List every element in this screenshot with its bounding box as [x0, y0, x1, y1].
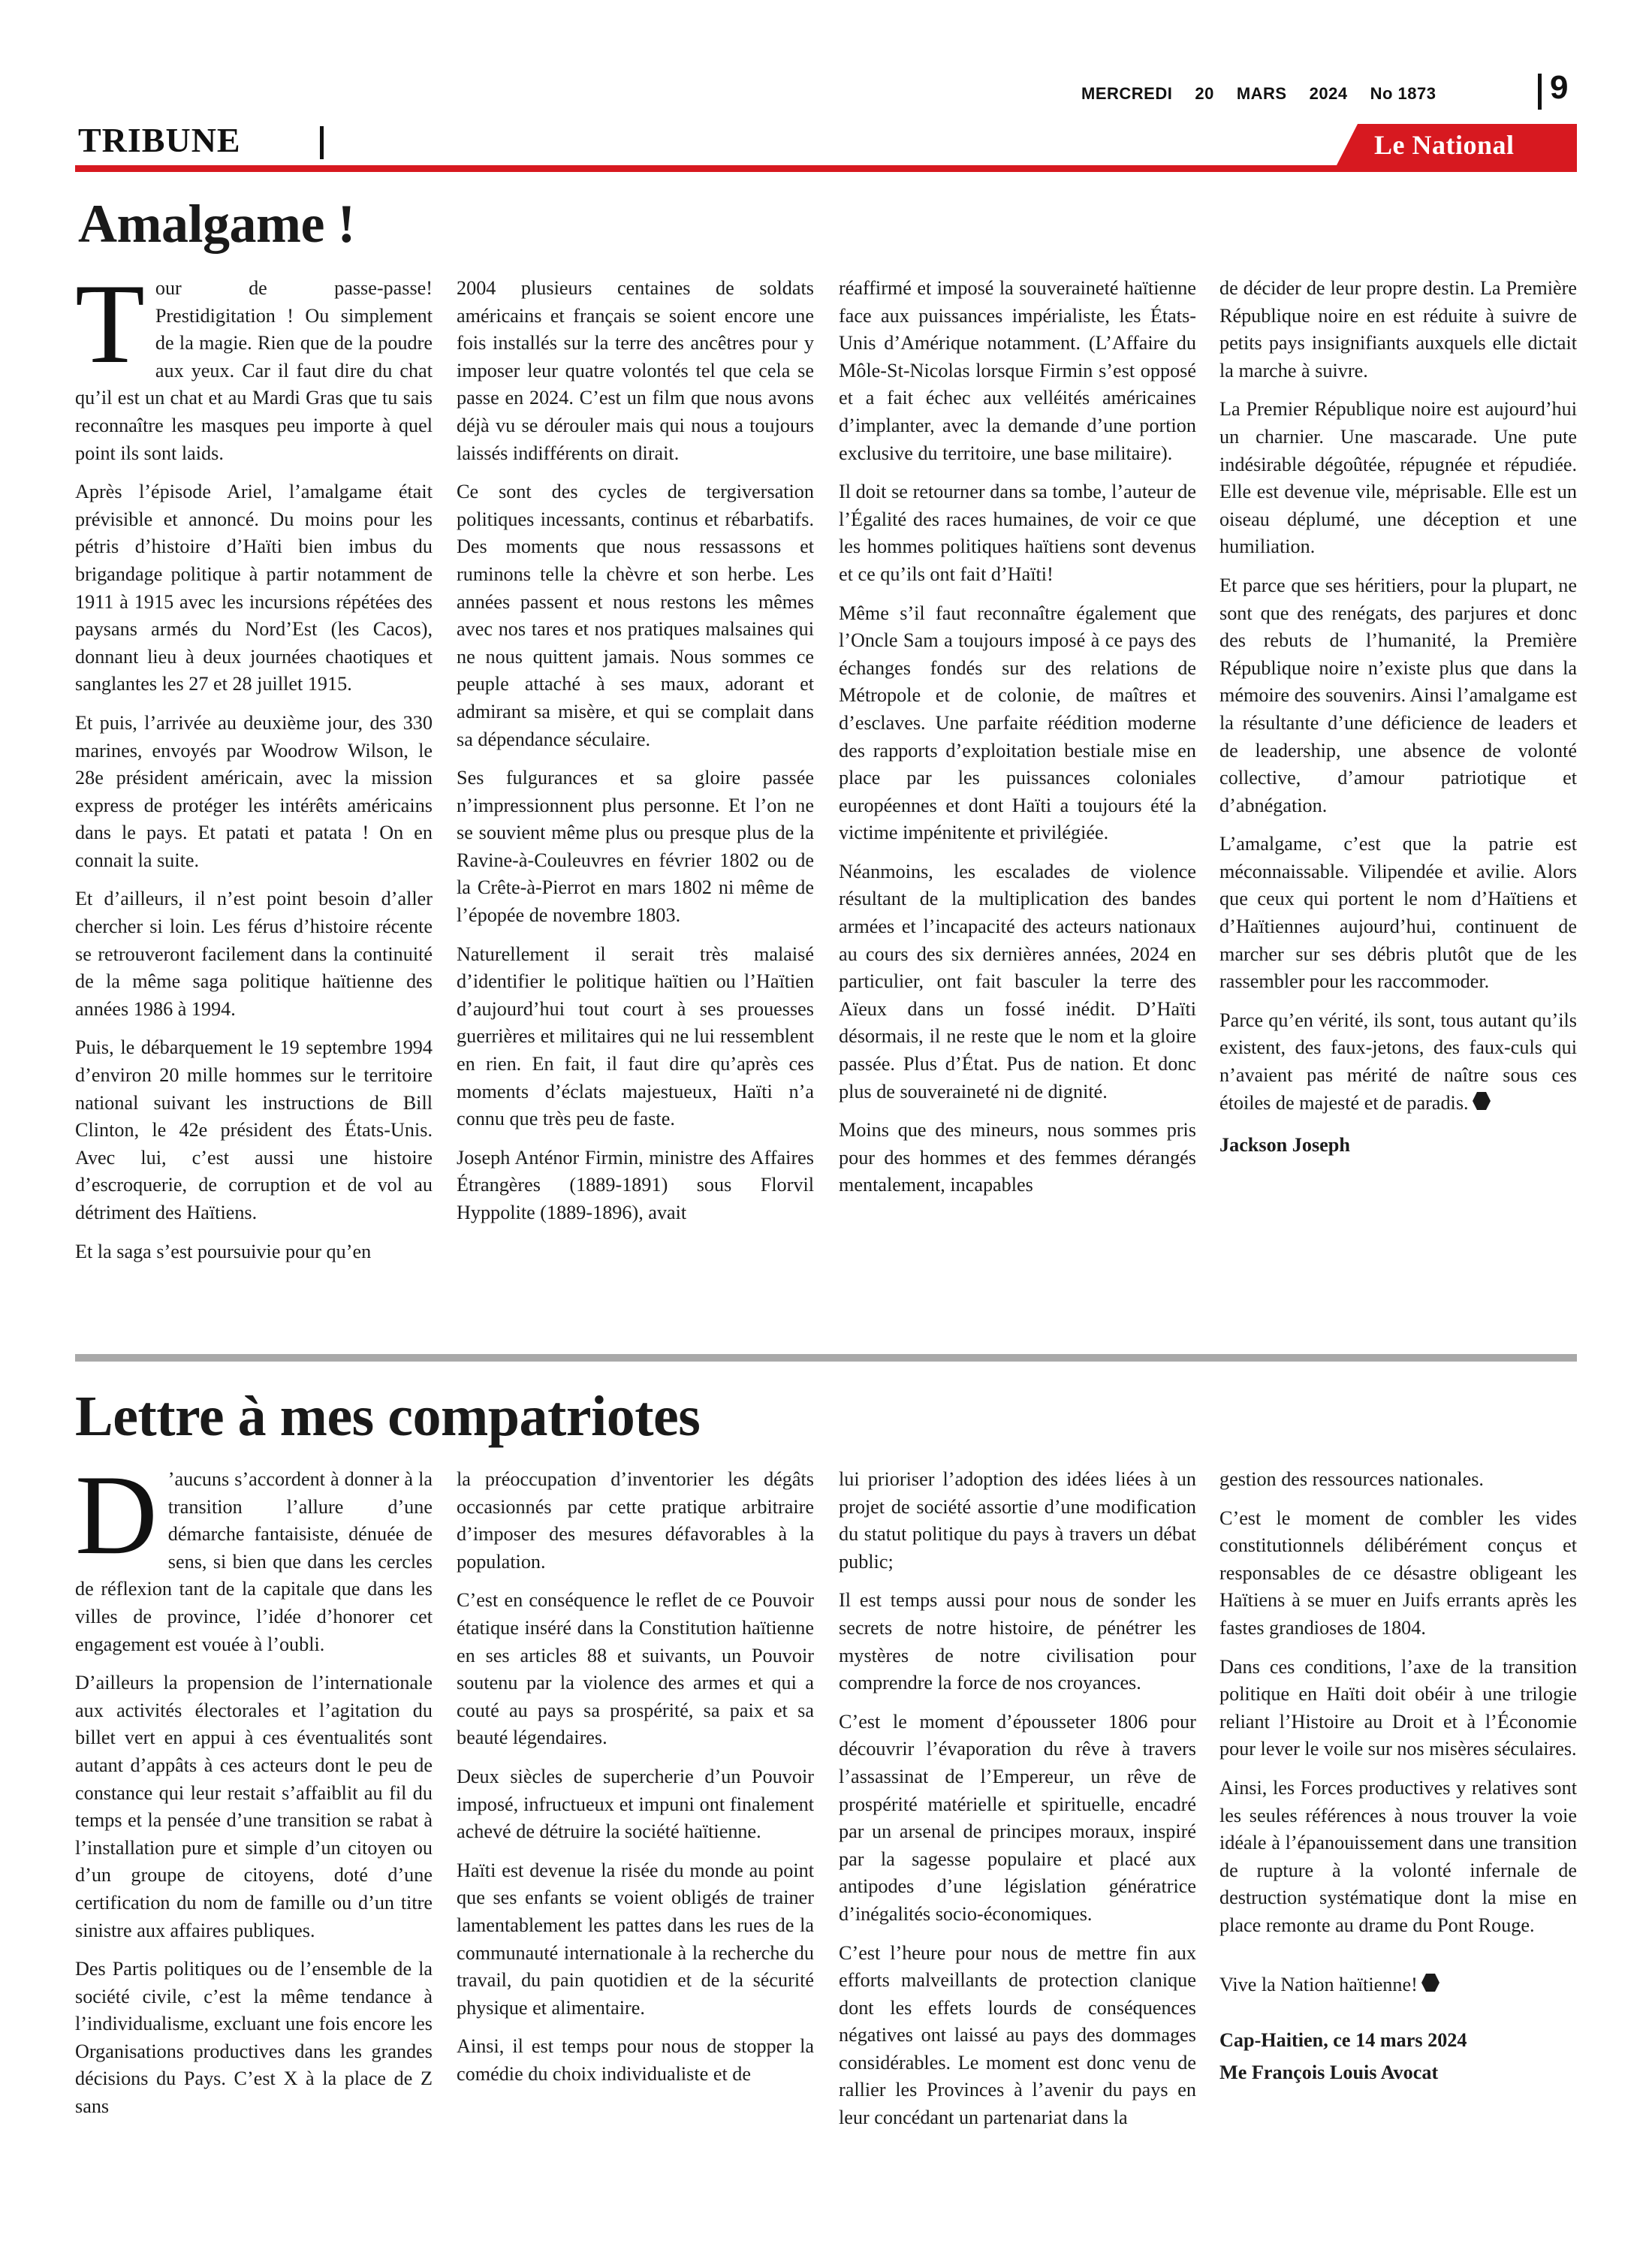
masthead-name: Le National	[1374, 130, 1515, 160]
paragraph: Et d’ailleurs, il n’est point besoin d’aller chercher si loin. Les férus d’histoire récente se retrouveront facilement dans la continuité de la même saga politique haïtienne des années 1986 à 1994.	[75, 888, 433, 1020]
paragraph: lui prioriser l’adoption des idées liées à un projet de société assortie d’une modification du statut politique du pays à travers un débat public;	[839, 1468, 1196, 1573]
article-column	[839, 275, 1196, 1199]
article-column	[1219, 275, 1577, 1171]
paragraph: C’est en conséquence le reflet de ce Pouvoir étatique inséré dans la Constitution haïtienne en ses articles 88 et suivants, un Pouvoir soutenu par la violence des armes et qui a couté au pays sa prospérité, sa paix et sa beauté légendaires.	[457, 1589, 814, 1749]
paragraph-text: Parce qu’en vérité, ils sont, tous autant qu’ils existent, des faux-jetons, des faux-culs qui n’avaient pas mérité de naître sous ces étoiles de majesté et de paradis.	[1219, 1009, 1577, 1114]
author-byline: Me François Louis Avocat	[1219, 2061, 1439, 2083]
paragraph: Joseph Anténor Firmin, ministre des Affaires Étrangères (1889-1891) sous Florvil Hyppolite (1889-1896), avait	[457, 1146, 814, 1223]
paragraph: C’est l’heure pour nous de mettre fin aux efforts malveillants de protection clanique dont les effets lourds de conséquences négatives ont laissé au pays des dommages considérables. Le moment est donc venu de rallier les Provinces à l’avenir du pays en leur concédant un partenariat dans la	[839, 1941, 1196, 2129]
article-title: Amalgame !	[78, 194, 355, 254]
article-column	[457, 275, 814, 1227]
place-date: Cap-Haitien, ce 14 mars 2024	[1219, 2029, 1467, 2052]
paragraph: 2004 plusieurs centaines de soldats américains et français se soient encore une fois installés sur la terre des ancêtres pour y imposer leur quatre volontés tel que cela se passe en 2024. C’est un film que nous avons déjà vu se dérouler mais qui nous a toujours laissés indifférents on dirait.	[457, 277, 814, 464]
closing-line	[1219, 1971, 1577, 1999]
paragraph	[1219, 1007, 1577, 1117]
header-rule	[75, 165, 1577, 172]
page-number-divider	[1538, 74, 1542, 110]
date-month: MARS	[1236, 84, 1287, 103]
page-number: 9	[1550, 69, 1569, 106]
paragraph: Ainsi, les Forces productives y relatives sont les seules références à nous trouver la voie idéale à l’épanouissement dans une transition de rupture à la volonté infernale de destruction systématique dont la mise en place remonte au drame du Pont Rouge.	[1219, 1776, 1577, 1936]
date-year: 2024	[1309, 84, 1348, 103]
article-column	[457, 1466, 814, 2088]
article-title: Lettre à mes compatriotes	[75, 1385, 701, 1448]
paragraph: our de passe-passe! Prestidigitation ! Ou simplement de la magie. Rien que de la poudre aux yeux. Car il faut dire du chat qu’il est un chat et au Mardi Gras que tu sais reconnaître les masques peu importe à quel point ils sont laids.	[75, 277, 433, 464]
paragraph: gestion des ressources nationales.	[1219, 1468, 1484, 1490]
issue-number: No 1873	[1370, 84, 1436, 103]
paragraph: la préoccupation d’inventorier les dégâts occasionnés par cette pratique arbitraire d’imposer des mesures défavorables à la population.	[457, 1468, 814, 1573]
paragraph: Ce sont des cycles de tergiversation politiques incessants, continus et rébarbatifs. Des moments que nous ressassons et ruminons telle la chèvre et son herbe. Les années passent et nous restons les mêmes avec nos tares et nos pratiques malsaines qui ne nous quittent jamais. Nous sommes ce peuple attaché à ses maux, adorant et admirant sa misère, et qui se complait dans sa dépendance séculaire.	[457, 481, 814, 750]
section-label: TRIBUNE	[78, 121, 241, 159]
paragraph: Il est temps aussi pour nous de sonder les secrets de notre histoire, de pénétrer les mystères de notre civilisation pour comprendre la force de nos croyances.	[839, 1589, 1196, 1694]
paragraph: Et parce que ses héritiers, pour la plupart, ne sont que des renégats, des parjures et donc des rebuts de l’humanité, la Première République noire n’existe plus que dans la mémoire des souvenirs. Ainsi l’amalgame est la résultante d’une déficience de leaders et de leadership, une absence de volonté collective, d’amour patriotique et d’abnégation.	[1219, 574, 1577, 816]
section-divider	[320, 126, 324, 159]
paragraph: C’est le moment d’épousseter 1806 pour découvrir l’évaporation du rêve à travers l’assassinat de l’Empereur, un rêve de prospérité matérielle et spirituelle, encadré par un arsenal de principes moraux, inspiré par la sagesse populaire et placé aux antipodes d’une législation génératrice d’inégalités socio-économiques.	[839, 1710, 1196, 1925]
drop-cap: D	[75, 1452, 158, 1578]
paragraph: Puis, le débarquement le 19 septembre 1994 d’environ 20 mille hommes sur le territoire national suivant les instructions de Bill Clinton, le 42e président des États-Unis. Avec lui, c’est aussi une histoire d’escroquerie, de corruption et de vol au détriment des Haïtiens.	[75, 1036, 433, 1223]
paragraph: Néanmoins, les escalades de violence résultant de la multiplication des bandes armées et l’incapacité des acteurs nationaux au cours des six dernières années, 2024 en particulier, ont fait basculer la terre des Aïeux dans un fossé inédit. D’Haïti désormais, il ne reste que le nom et la gloire passée. Plus d’État. Pus de nation. Et donc plus de souveraineté ni de dignité.	[839, 860, 1196, 1102]
paragraph: Après l’épisode Ariel, l’amalgame était prévisible et annoncé. Du moins pour les pétris d’histoire d’Haïti bien imbus du brigandage politique à partir notamment de 1911 à 1915 avec les incursions répétées des paysans armés du Nord’Est (les Cacos), donnant lieu à deux journées chaotiques et sanglantes les 27 et 28 juillet 1915.	[75, 481, 433, 695]
article-column	[1219, 1466, 1577, 2098]
date-day: MERCREDI	[1081, 84, 1173, 103]
end-mark-icon	[1472, 1091, 1491, 1111]
paragraph: ’aucuns s’accordent à donner à la transition l’allure d’une démarche fantaisiste, dénuée de sens, si bien que dans les cercles de réflexion tant de la capitale que dans les villes de province, l’idée d’honorer cet engagement est vouée à l’oubli.	[75, 1468, 433, 1655]
paragraph: Ainsi, il est temps pour nous de stopper la comédie du choix individualiste et de	[457, 2035, 814, 2085]
end-mark-icon	[1421, 1973, 1440, 1992]
date-number: 20	[1195, 84, 1214, 103]
dateline	[1081, 84, 1458, 104]
article-column	[75, 261, 433, 1265]
paragraph: Dans ces conditions, l’axe de la transition politique en Haïti doit obéir à une trilogie reliant l’Histoire au Droit et à l’Économie pour lever le voile sur nos misères séculaires.	[1219, 1655, 1577, 1760]
closing-text: Vive la Nation haïtienne!	[1219, 1973, 1418, 1995]
paragraph: Et puis, l’arrivée au deuxième jour, des 330 marines, envoyés par Woodrow Wilson, le 28e président américain, avec la mission express de protéger les intérêts américains dans le pays. Et patati et patata ! On en connait la suite.	[75, 711, 433, 871]
paragraph: La Premier République noire est aujourd’hui un charnier. Une mascarade. Une pute indésirable dégoûtée, répugnée et répudiée. Elle est devenue vile, méprisable. Elle est un oiseau déplumé, une déception et une humiliation.	[1219, 398, 1577, 558]
paragraph: Naturellement il serait très malaisé d’identifier le politique haïtien ou l’Haïtien d’aujourd’hui tout court à ses prouesses guerrières et militaires qui ne lui ressemblent en rien. En fait, il faut dire qu’après ces moments d’éclats majestueux, Haïti n’a connu que très peu de faste.	[457, 943, 814, 1130]
paragraph: C’est le moment de combler les vides constitutionnels délibérément conçus et responsables de ce désastre obligeant les Haïtiens à se muer en Juifs errants après les fastes grandioses de 1804.	[1219, 1507, 1577, 1639]
article-column	[75, 1452, 433, 2121]
author-byline: Jackson Joseph	[1219, 1134, 1350, 1157]
paragraph: L’amalgame, c’est que la patrie est méconnaissable. Vilipendée et avilie. Alors que ceux qui portent le nom d’Haïtiens et d’Haïtiennes aujourd’hui, continuent de marcher sur ses débris plutôt que de les rassembler pour les raccommoder.	[1219, 833, 1577, 993]
paragraph: de décider de leur propre destin. La Première République noire en est réduite à suivre de petits pays insignifiants auxquels elle dictait la marche à suivre.	[1219, 277, 1577, 382]
paragraph: D’ailleurs la propension de l’internationale aux activités électorales et l’agitation du billet vert en appui à ces éventualités sont autant d’appâts à ces acteurs dont le peu de constance qui leur restait s’affaiblit au fil du temps et la pensée d’une transition se rabat à l’installation pure et simple d’un citoyen ou d’un groupe de citoyens, doté d’une certification du nom de famille ou d’un titre sinistre aux affaires publiques.	[75, 1672, 433, 1941]
paragraph: Il doit se retourner dans sa tombe, l’auteur de l’Égalité des races humaines, de voir ce que les hommes politiques haïtiens sont devenus et ce qu’ils ont fait d’Haïti!	[839, 481, 1196, 585]
paragraph: Ses fulgurances et sa gloire passée n’impressionnent plus personne. Et l’on ne se souvient même plus ou presque plus de la Ravine-à-Couleuvres en février 1802 ou de la Crête-à-Pierrot en mars 1802 ni même de l’épopée de novembre 1803.	[457, 767, 814, 927]
paragraph: Des Partis politiques ou de l’ensemble de la société civile, c’est la même tendance à l’individualisme, excluant une fois encore les Organisations productives dans les grandes décisions du Pays. C’est X à la place de Z sans	[75, 1958, 433, 2118]
drop-cap: T	[75, 261, 145, 387]
paragraph: Deux siècles de supercherie d’un Pouvoir imposé, infructueux et impuni ont finalement achevé de détruire la société haïtienne.	[457, 1765, 814, 1843]
article-separator	[75, 1354, 1577, 1362]
paragraph: Même s’il faut reconnaître également que l’Oncle Sam a toujours imposé à ce pays des échanges fondés sur des relations de Métropole et de colonie, de maîtres et d’esclaves. Une parfaite réédition moderne des rapports d’exploitation bestiale mise en place par les puissances coloniales européennes et dont Haïti a toujours été la victime impénitente et privilégiée.	[839, 602, 1196, 844]
paragraph: Et la saga s’est poursuivie pour qu’en	[75, 1240, 372, 1262]
article-column	[839, 1466, 1196, 2132]
paragraph: réaffirmé et imposé la souveraineté haïtienne face aux puissances impérialiste, les États-Unis d’Amérique notamment. (L’Affaire du Môle-St-Nicolas lorsque Firmin s’est opposé et a fait échec aux velléités américaines d’implanter, avec la demande d’une portion exclusive du territoire, une base militaire).	[839, 277, 1196, 464]
paragraph: Moins que des mineurs, nous sommes pris pour des hommes et des femmes dérangés mentalement, incapables	[839, 1119, 1196, 1196]
paragraph: Haïti est devenue la risée du monde au point que ses enfants se voient obligés de trainer lamentablement les pattes dans les rues de la communauté internationale à la recherche du travail, du pain quotidien et de la sécurité physique et alimentaire.	[457, 1859, 814, 2019]
